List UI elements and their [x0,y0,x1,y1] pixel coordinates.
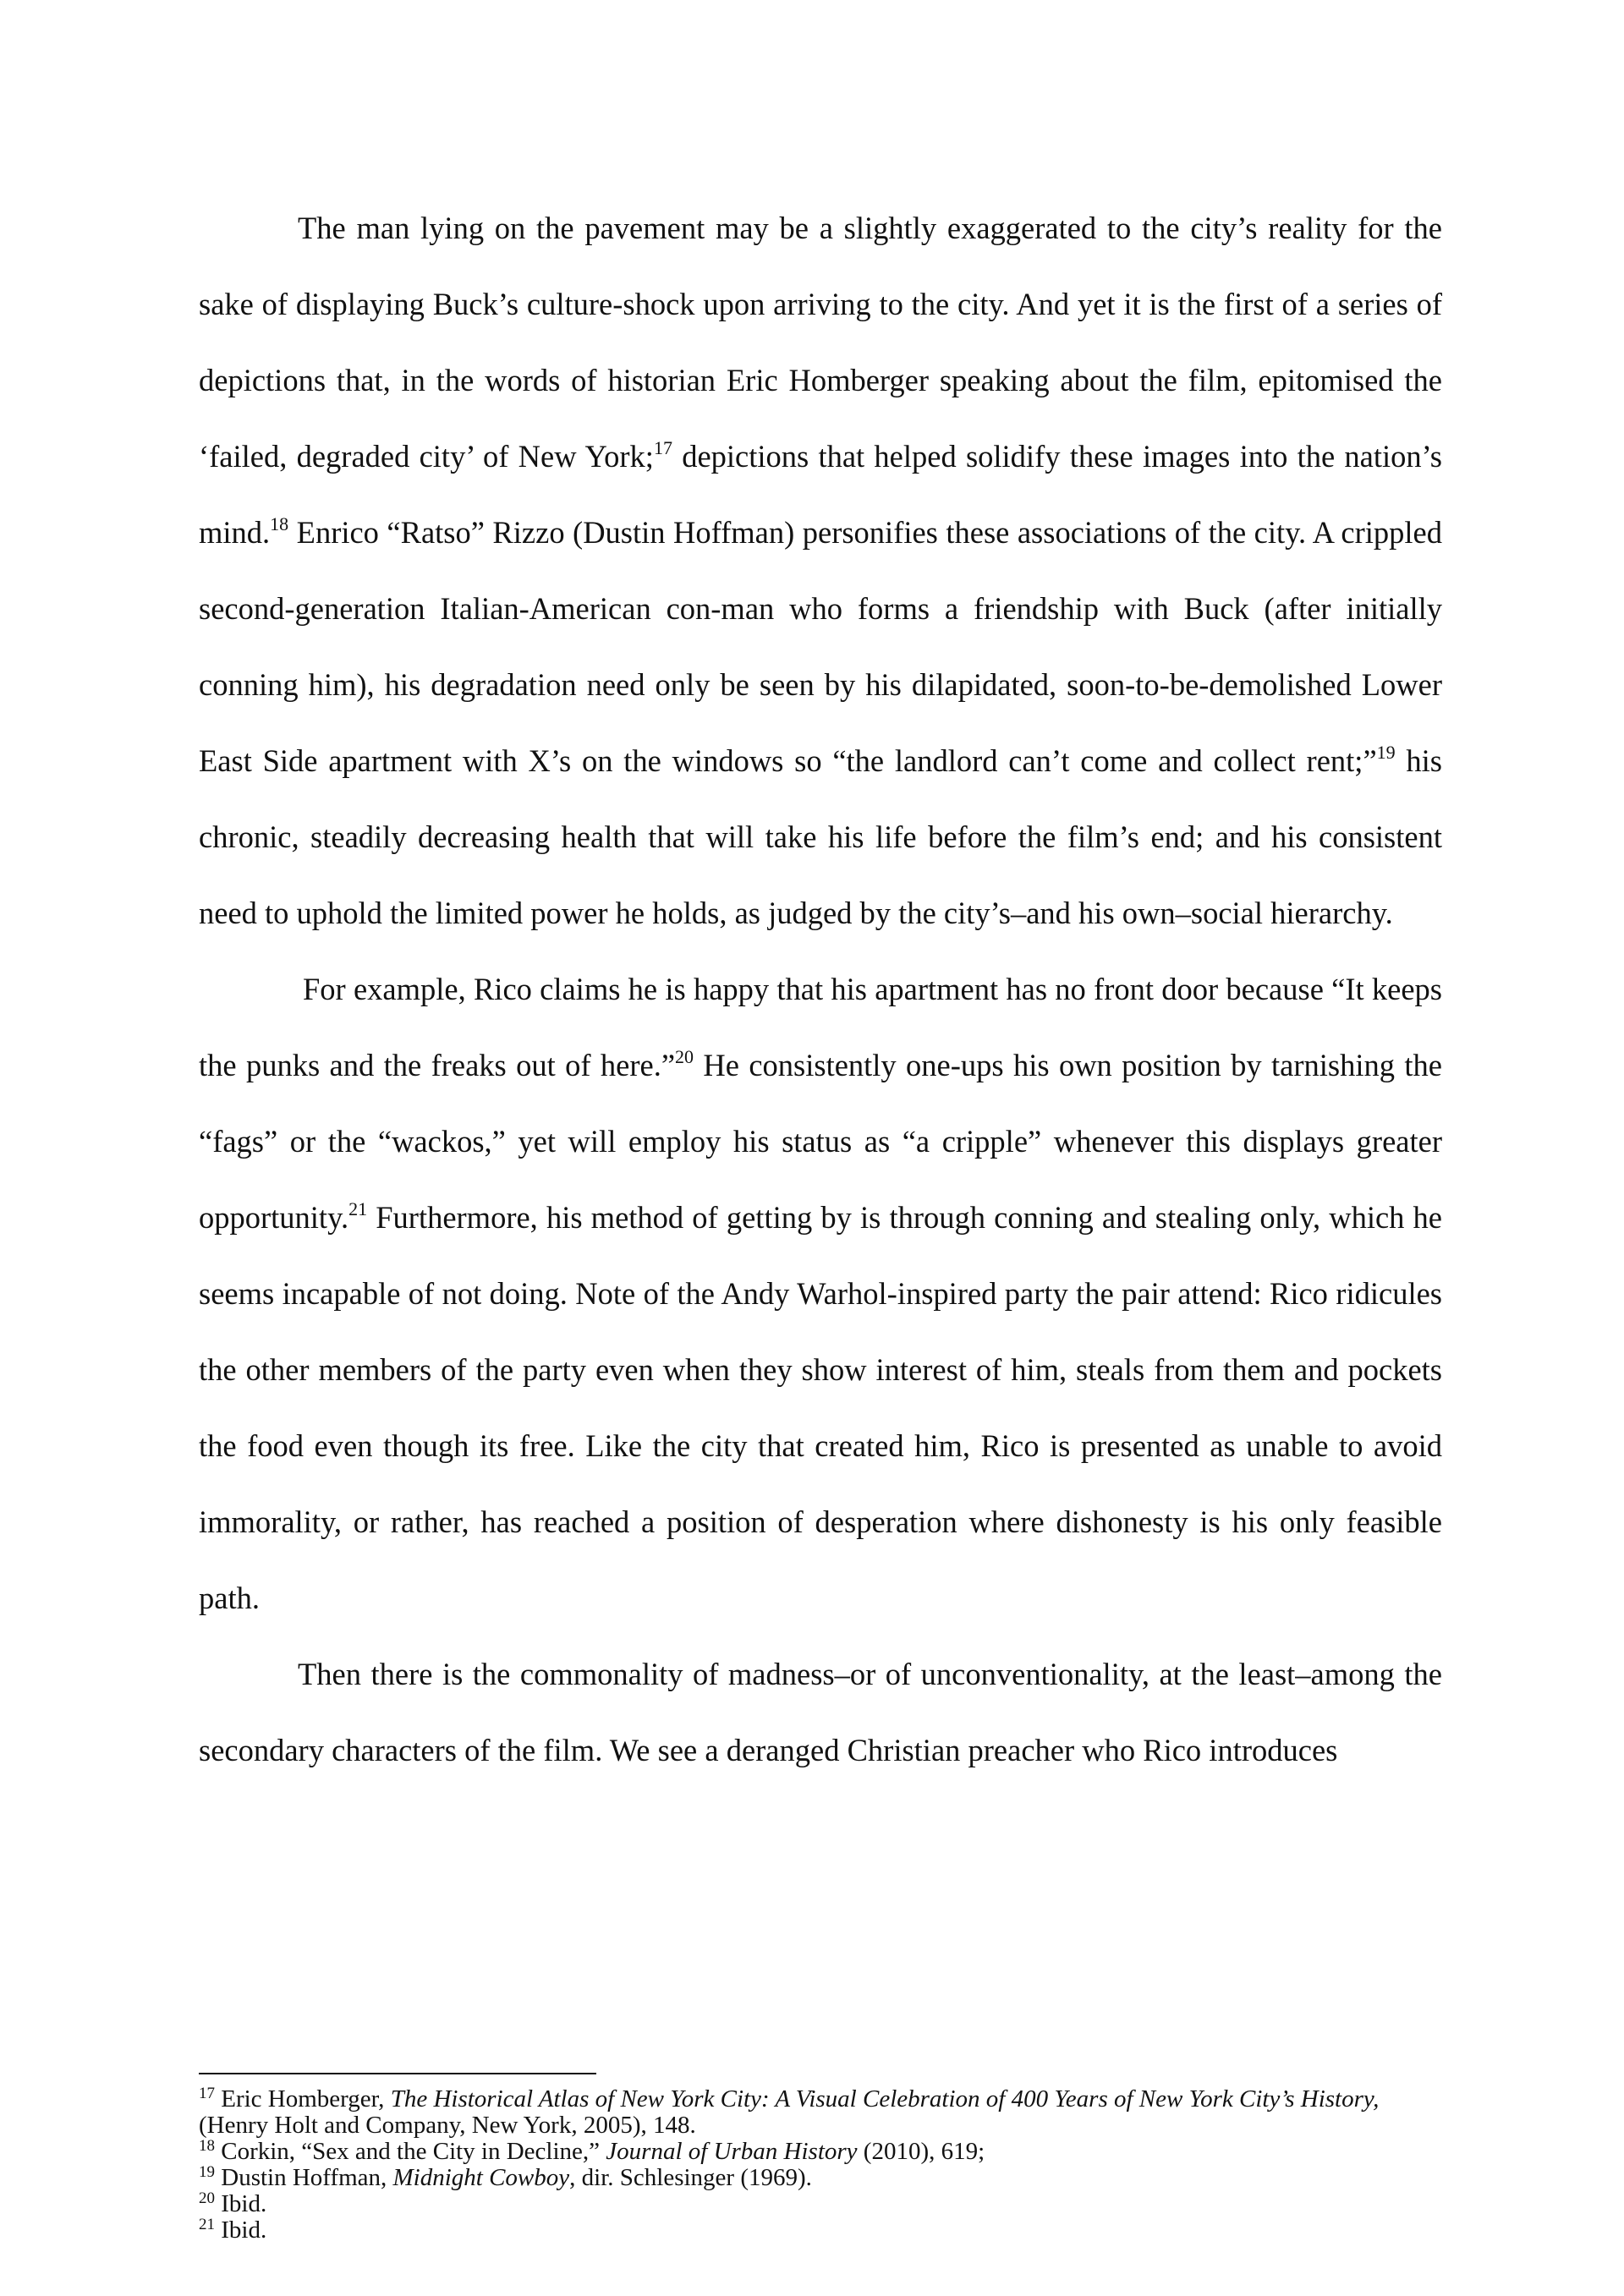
paragraph-1 [199,190,1442,951]
footnotes [199,2086,1442,2244]
footnote-19 [199,2165,1442,2191]
footnote-number: 21 [199,2216,215,2233]
paragraph-1-text-b: depictions that helped solidify these images into the nation’s mind. [199,439,1442,550]
footnote-title: Midnight Cowboy [392,2164,570,2191]
footnote-number: 20 [199,2189,215,2207]
footnote-text: Eric Homberger, [215,2085,391,2112]
footnote-21 [199,2217,1442,2244]
footnote-ref-19: 19 [1376,742,1396,763]
paragraph-2-text-c: Furthermore, his method of getting by is through conning and stealing only, which he seems incapable of not doing. Note of the Andy Warhol-inspired party the pair attend: Rico ridicules the other members of the party even when they show interest of him, steals from them and pockets the food even though its free. Like the city that created him, Rico is presented as unable to avoid immorality, or rather, has reached a position of desperation where dishonesty is his only feasible path. [199,1200,1442,1615]
footnote-text: , dir. Schlesinger (1969). [569,2164,812,2191]
footnote-text: Ibid. [215,2217,267,2244]
paragraph-2 [199,951,1442,1636]
footnote-18 [199,2139,1442,2165]
footnote-text: (Henry Holt and Company, New York, 2005), 148. [199,2112,696,2139]
paragraph-2-text-b: He consistently one-ups his own position by tarnishing the “fags” or the “wackos,” yet will employ his status as “a cripple” whenever this displays greater opportunity. [199,1048,1442,1235]
footnote-number: 17 [199,2085,215,2102]
footnote-ref-17: 17 [653,437,672,458]
footnote-number: 18 [199,2137,215,2155]
paragraph-3-text-a: Then there is the commonality of madness–or of unconventionality, at the least–among the secondary characters of the film. We see a deranged Christian preacher who Rico introduces [199,1657,1442,1767]
footnote-ref-18: 18 [270,513,289,534]
footnote-text: Ibid. [215,2190,267,2217]
paragraph-1-text-d: his chronic, steadily decreasing health that will take his life before the film’s end; and his consistent need to uphold the limited power he holds, as judged by the city’s–and his own–social hierarchy. [199,743,1442,930]
paragraph-2-text-a: For example, Rico claims he is happy that his apartment has no front door because “It keeps the punks and the freaks out of here.” [199,972,1442,1082]
footnote-ref-21: 21 [348,1198,368,1219]
footnote-ref-20: 20 [675,1046,694,1067]
footnote-17 [199,2086,1442,2139]
paragraph-1-text-a: The man lying on the pavement may be a slightly exaggerated to the city’s reality for the sake of displaying Buck’s culture-shock upon arriving to the city. And yet it is the first of a series of depictions that, in the words of historian Eric Homberger speaking about the film, epitomised the ‘failed, degraded city’ of New York; [199,211,1442,474]
document-body [199,190,1442,1789]
footnote-20 [199,2191,1442,2217]
footnote-title: Journal of Urban History [606,2138,858,2165]
paragraph-1-text-c: Enrico “Ratso” Rizzo (Dustin Hoffman) personifies these associations of the city. A crippled second-generation Italian-American con-man who forms a friendship with Buck (after initially conning him), his degradation need only be seen by his dilapidated, soon-to-be-demolished Lower East Side apartment with X’s on the windows so “the landlord can’t come and collect rent;” [199,515,1442,778]
paragraph-3 [199,1636,1442,1789]
footnote-text: (2010), 619; [857,2138,985,2165]
footnote-text: Corkin, “Sex and the City in Decline,” [215,2138,606,2165]
footnote-title: The Historical Atlas of New York City: A Visual Celebration of 400 Years of New York City’s History, [390,2085,1380,2112]
footnote-text: Dustin Hoffman, [215,2164,393,2191]
footnote-separator [199,2073,596,2074]
footnote-number: 19 [199,2163,215,2181]
